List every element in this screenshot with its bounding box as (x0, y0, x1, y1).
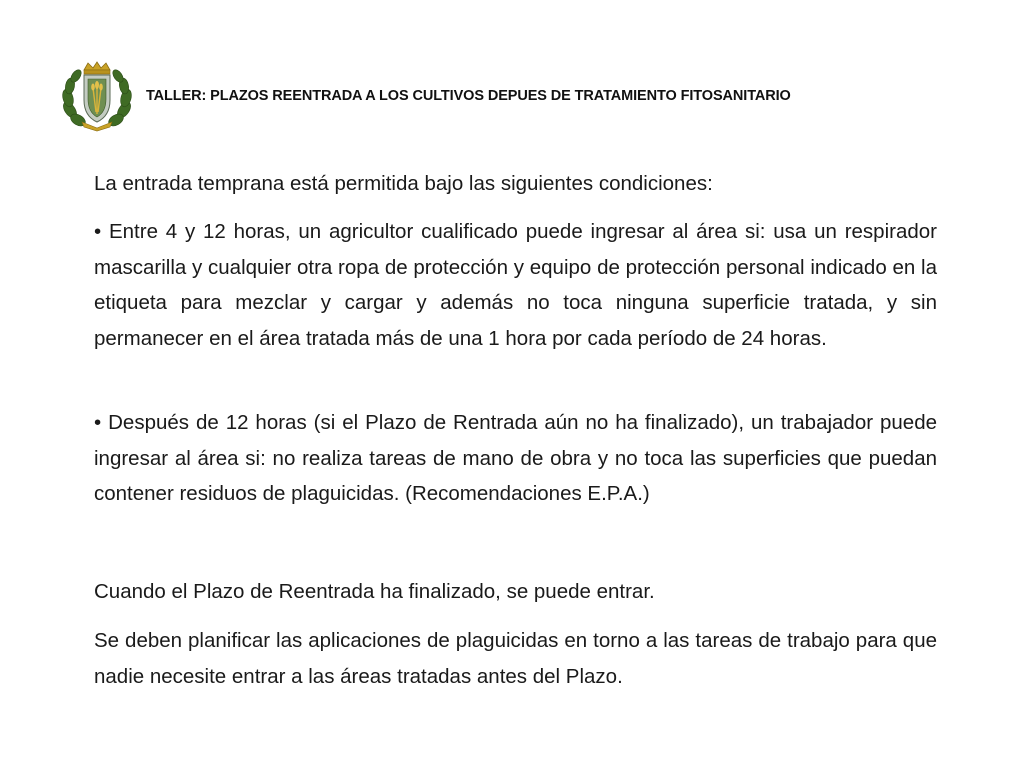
closing-paragraph-1: Cuando el Plazo de Reentrada ha finalizado, se puede entrar. (94, 580, 655, 603)
crest-wreath-emblem-icon (60, 60, 134, 132)
bullet-paragraph-1: • Entre 4 y 12 horas, un agricultor cualificado puede ingresar al área si: usa un respirador mascarilla y cualquier otra ropa de protección y equipo de protección personal indicado en la etiqueta para mezclar y cargar y además no toca ninguna superficie tratada, y sin permanecer en el área tratada más de una 1 hora por cada período de 24 horas. (94, 220, 937, 350)
bullet-paragraph-2: • Después de 12 horas (si el Plazo de Rentrada aún no ha finalizado), un trabajador puede ingresar al área si: no realiza tareas de mano de obra y no toca las superficies que puedan contener residuos de plaguicidas. (Recomendaciones E.P.A.) (94, 411, 937, 505)
closing-paragraph-2: Se deben planificar las aplicaciones de plaguicidas en torno a las tareas de trabajo para que nadie necesite entrar a las áreas tratadas antes del Plazo. (94, 629, 937, 688)
slide-title: TALLER: PLAZOS REENTRADA A LOS CULTIVOS DEPUES DE TRATAMIENTO FITOSANITARIO (146, 88, 791, 104)
slide-header (60, 60, 791, 132)
intro-paragraph: La entrada temprana está permitida bajo las siguientes condiciones: (94, 172, 713, 195)
